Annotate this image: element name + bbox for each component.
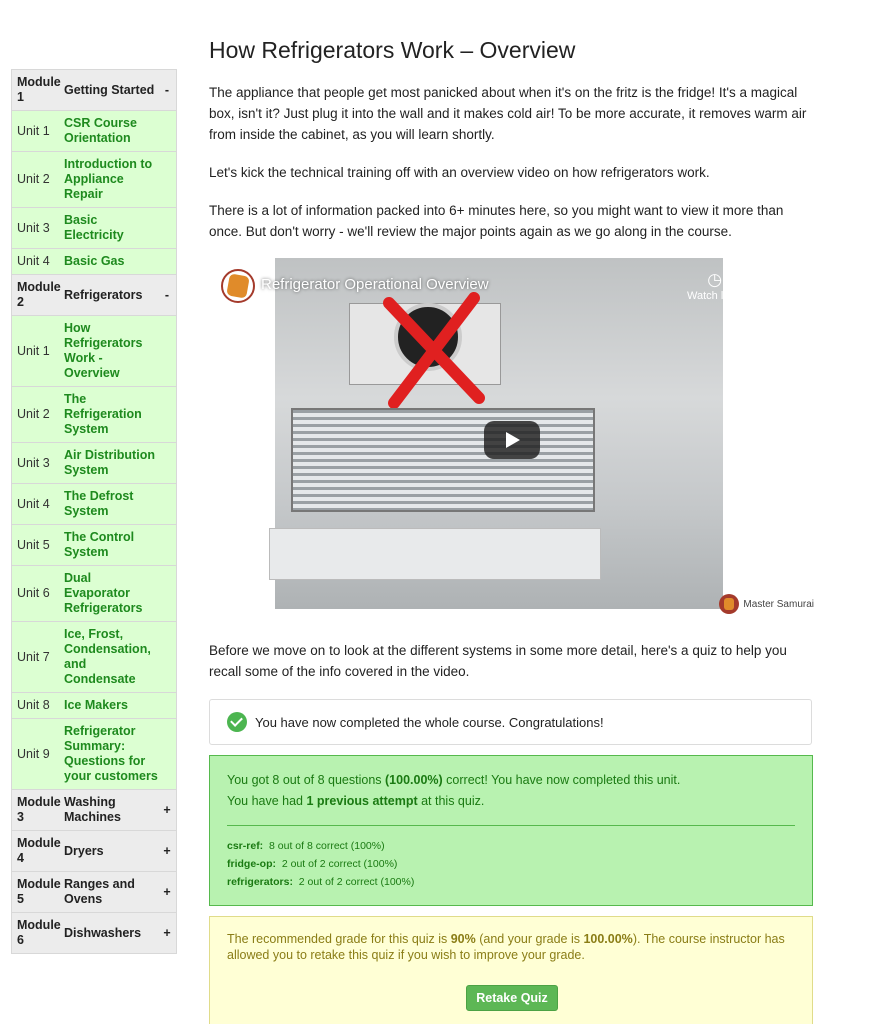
unit-title[interactable]: The Defrost System bbox=[64, 489, 134, 518]
unit-title[interactable]: How Refrigerators Work - Overview bbox=[64, 321, 143, 380]
unit-code: Unit 1 bbox=[17, 123, 50, 138]
evaporator-coil bbox=[291, 408, 595, 512]
breakdown-value: 8 out of 8 correct (100%) bbox=[269, 840, 385, 852]
quiz-results bbox=[209, 755, 813, 906]
sidebar-unit[interactable] bbox=[12, 693, 176, 719]
watch-later-label: Watch later bbox=[687, 290, 743, 302]
attempts-line: You have had 1 previous attempt at this quiz. bbox=[227, 794, 485, 808]
unit-code: Unit 6 bbox=[17, 586, 50, 600]
sidebar-unit[interactable] bbox=[12, 484, 176, 525]
module-code: Module 6 bbox=[17, 918, 61, 947]
sidebar-unit[interactable] bbox=[12, 719, 176, 790]
module-title: Ranges and Ovens bbox=[64, 877, 135, 906]
score-breakdown bbox=[227, 837, 795, 891]
module-title: Dryers bbox=[64, 843, 104, 858]
drain-tray bbox=[269, 528, 601, 580]
quiz-intro-paragraph: Before we move on to look at the different systems in some more detail, here's a quiz to help you recall some of the info covered in the video. bbox=[209, 643, 787, 679]
unit-code: Unit 8 bbox=[17, 698, 50, 712]
clock-icon: ◷ bbox=[707, 270, 723, 289]
sidebar-unit[interactable] bbox=[12, 387, 176, 443]
unit-code: Unit 9 bbox=[17, 746, 50, 761]
expand-icon[interactable]: + bbox=[163, 884, 171, 899]
collapse-icon[interactable]: - bbox=[164, 82, 170, 97]
unit-title[interactable]: Basic Gas bbox=[64, 254, 125, 268]
breakdown-item bbox=[227, 873, 795, 891]
watermark-logo-icon bbox=[719, 594, 739, 614]
breakdown-item bbox=[227, 837, 795, 855]
breakdown-value: 2 out of 2 correct (100%) bbox=[298, 876, 415, 888]
grade-notice bbox=[209, 916, 813, 1024]
unit-title[interactable]: Ice Makers bbox=[64, 698, 128, 712]
sidebar-unit[interactable] bbox=[12, 566, 176, 622]
module-title: Getting Started bbox=[64, 82, 155, 97]
unit-code: Unit 3 bbox=[17, 455, 50, 470]
sidebar-unit[interactable] bbox=[12, 316, 176, 387]
sidebar-module[interactable] bbox=[12, 872, 176, 913]
video-player[interactable] bbox=[209, 258, 814, 618]
module-code: Module 5 bbox=[17, 877, 61, 906]
unit-title[interactable]: The Control System bbox=[64, 530, 135, 559]
breakdown-label: refrigerators: bbox=[227, 876, 293, 888]
channel-logo-icon[interactable] bbox=[221, 269, 255, 303]
unit-code: Unit 1 bbox=[17, 343, 50, 358]
expand-icon[interactable]: + bbox=[163, 925, 171, 940]
share-icon: ➦ bbox=[772, 270, 787, 289]
completion-notice bbox=[209, 699, 812, 745]
sidebar-module[interactable] bbox=[12, 275, 176, 316]
module-code: Module 4 bbox=[17, 836, 61, 865]
sidebar-unit[interactable] bbox=[12, 525, 176, 566]
module-title: Washing Machines bbox=[64, 795, 121, 824]
sidebar-module[interactable] bbox=[12, 913, 176, 954]
video-intro-paragraph: Let's kick the technical training off with an overview video on how refrigerators work. bbox=[209, 165, 710, 180]
module-title: Dishwashers bbox=[64, 925, 142, 940]
breakdown-label: fridge-op: bbox=[227, 858, 276, 870]
sidebar-unit[interactable] bbox=[12, 208, 176, 249]
sidebar-module[interactable] bbox=[12, 831, 176, 872]
unit-title[interactable]: Refrigerator Summary: Questions for your customers bbox=[64, 724, 158, 783]
sidebar-module[interactable] bbox=[12, 70, 176, 111]
breakdown-value: 2 out of 2 correct (100%) bbox=[281, 858, 398, 870]
check-circle-icon bbox=[227, 712, 247, 732]
sidebar-unit[interactable] bbox=[12, 443, 176, 484]
sidebar-unit[interactable] bbox=[12, 249, 176, 275]
unit-title[interactable]: The Refrigeration System bbox=[64, 392, 142, 436]
intro-paragraph: The appliance that people get most panicked about when it's on the fritz is the fridge! It's a magical box, isn't it? Just plug it into the wall and it makes cold air! To be more accurate, it removes warm air from inside the cabinet, as you will learn shortly. bbox=[209, 85, 807, 142]
unit-code: Unit 4 bbox=[17, 496, 50, 511]
unit-title[interactable]: Introduction to Appliance Repair bbox=[64, 157, 153, 201]
completion-text: You have now completed the whole course. Congratulations! bbox=[255, 714, 604, 730]
module-title: Refrigerators bbox=[64, 287, 143, 302]
play-button[interactable] bbox=[484, 421, 540, 459]
watermark-label: Master Samurai bbox=[743, 598, 814, 610]
course-sidebar bbox=[11, 69, 177, 954]
results-divider bbox=[227, 825, 795, 826]
unit-code: Unit 7 bbox=[17, 649, 50, 664]
video-title[interactable]: Refrigerator Operational Overview bbox=[261, 276, 489, 293]
share-label: Share bbox=[765, 290, 795, 302]
unit-title[interactable]: Basic Electricity bbox=[64, 213, 124, 242]
page-title: How Refrigerators Work – Overview bbox=[209, 37, 576, 63]
collapse-icon[interactable]: - bbox=[164, 287, 170, 302]
module-code: Module 1 bbox=[17, 75, 61, 104]
retake-quiz-button[interactable]: Retake Quiz bbox=[466, 985, 558, 1011]
unit-code: Unit 2 bbox=[17, 172, 50, 186]
expand-icon[interactable]: + bbox=[163, 843, 171, 858]
sidebar-unit[interactable] bbox=[12, 152, 176, 208]
unit-code: Unit 5 bbox=[17, 537, 50, 552]
module-code: Module 2 bbox=[17, 280, 61, 309]
breakdown-item bbox=[227, 855, 795, 873]
unit-title[interactable]: Dual Evaporator Refrigerators bbox=[64, 571, 143, 615]
sidebar-module[interactable] bbox=[12, 790, 176, 831]
sidebar-unit[interactable] bbox=[12, 111, 176, 152]
unit-title[interactable]: Ice, Frost, Condensation, and Condensate bbox=[64, 627, 151, 686]
module-code: Module 3 bbox=[17, 795, 61, 824]
unit-title[interactable]: CSR Course Orientation bbox=[64, 116, 137, 145]
grade-text: The recommended grade for this quiz is 90% (and your grade is 100.00%). The course instructor has allowed you to retake this quiz if you wish to improve your grade. bbox=[227, 932, 785, 962]
expand-icon[interactable]: + bbox=[163, 802, 171, 817]
red-x-icon bbox=[379, 288, 489, 408]
unit-code: Unit 2 bbox=[17, 407, 50, 421]
video-note-paragraph: There is a lot of information packed into 6+ minutes here, so you might want to view it more than once. But don't worry - we'll review the major points again as we go along in the course. bbox=[209, 203, 784, 239]
unit-code: Unit 3 bbox=[17, 220, 50, 235]
watch-later-button[interactable] bbox=[687, 270, 742, 302]
unit-title[interactable]: Air Distribution System bbox=[64, 448, 155, 477]
breakdown-label: csr-ref: bbox=[227, 840, 264, 852]
share-button[interactable] bbox=[765, 270, 794, 302]
watermark bbox=[719, 594, 814, 614]
sidebar-unit[interactable] bbox=[12, 622, 176, 693]
score-line: You got 8 out of 8 questions (100.00%) correct! You have now completed this unit. bbox=[227, 773, 681, 787]
unit-code: Unit 4 bbox=[17, 254, 50, 268]
